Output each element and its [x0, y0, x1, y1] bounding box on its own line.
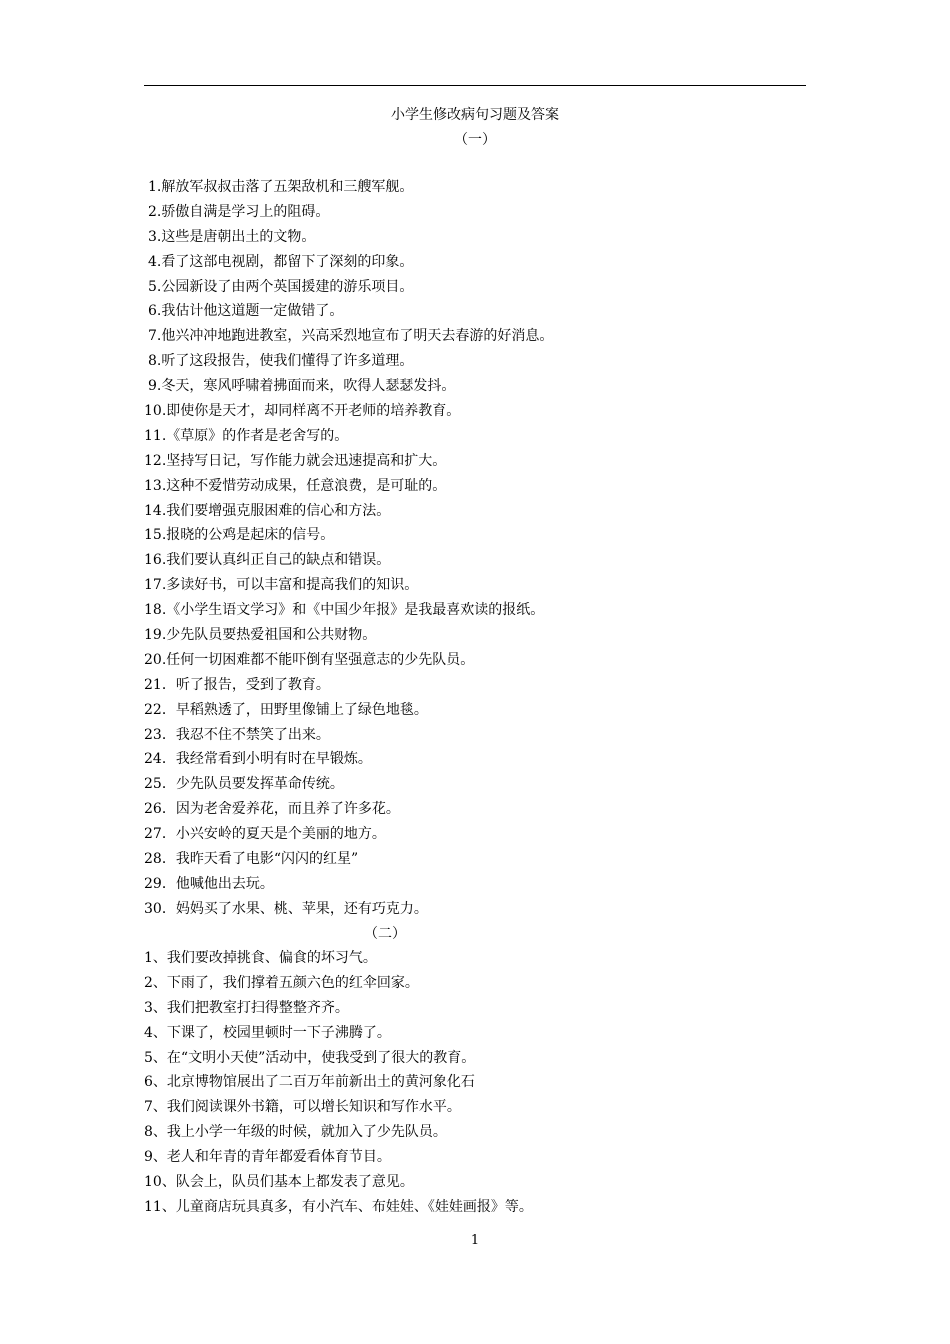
exercise-item: 15.报晓的公鸡是起床的信号。 [144, 527, 335, 544]
exercise-item: 2.骄傲自满是学习上的阻碍。 [148, 203, 330, 220]
exercise-item: 4.看了这部电视剧，都留下了深刻的印象。 [148, 253, 414, 270]
exercise-item: 13.这种不爱惜劳动成果，任意浪费，是可耻的。 [144, 477, 447, 494]
exercise-item: 23．我忍不住不禁笑了出来。 [144, 726, 330, 743]
exercise-item: 6.我估计他这道题一定做错了。 [148, 303, 344, 320]
exercise-item: 17.多读好书，可以丰富和提高我们的知识。 [144, 577, 419, 594]
header-rule [144, 85, 806, 86]
exercise-item: 25．少先队员要发挥革命传统。 [144, 776, 344, 793]
exercise-item: 28．我昨天看了电影“闪闪的红星” [144, 851, 359, 868]
exercise-item: 6、北京博物馆展出了二百万年前新出土的黄河象化石 [144, 1074, 475, 1091]
exercise-item: 14.我们要增强克服困难的信心和方法。 [144, 502, 391, 519]
exercise-item: 19.少先队员要热爱祖国和公共财物。 [144, 627, 377, 644]
section-one-label: （一） [454, 132, 496, 148]
exercise-item: 27．小兴安岭的夏天是个美丽的地方。 [144, 826, 386, 843]
exercise-item: 1、我们要改掉挑食、偏食的坏习气。 [144, 950, 377, 966]
exercise-item: 3、我们把教室打扫得整整齐齐。 [144, 999, 349, 1016]
exercise-item: 11、儿童商店玩具真多，有小汽车、布娃娃、《娃娃画报》等。 [144, 1198, 533, 1215]
exercise-item: 29．他喊他出去玩。 [144, 875, 274, 892]
exercise-item: 1.解放军叔叔击落了五架敌机和三艘军舰。 [148, 179, 414, 195]
exercise-item: 9、老人和年青的青年都爱看体育节目。 [144, 1149, 391, 1166]
exercise-item: 30．妈妈买了水果、桃、苹果，还有巧克力。 [144, 900, 428, 917]
exercise-item: 7、我们阅读课外书籍，可以增长知识和写作水平。 [144, 1099, 461, 1116]
section-two-list [144, 946, 806, 1220]
exercise-item: 18.《小学生语文学习》和《中国少年报》是我最喜欢读的报纸。 [144, 602, 545, 619]
exercise-item: 2、下雨了，我们撑着五颜六色的红伞回家。 [144, 974, 419, 991]
exercise-item: 21．听了报告，受到了教育。 [144, 676, 330, 693]
exercise-item: 3.这些是唐朝出土的文物。 [148, 228, 316, 245]
exercise-item: 7.他兴冲冲地跑进教室，兴高采烈地宣布了明天去春游的好消息。 [148, 328, 554, 345]
exercise-item: 10.即使你是天才，却同样离不开老师的培养教育。 [144, 403, 461, 420]
exercise-item: 16.我们要认真纠正自己的缺点和错误。 [144, 552, 391, 569]
document-title: 小学生修改病句习题及答案 [391, 107, 559, 123]
exercise-item: 26．因为老舍爱养花，而且养了许多花。 [144, 801, 400, 818]
section-two-label: （二） [364, 926, 406, 942]
exercise-item: 12.坚持写日记，写作能力就会迅速提高和扩大。 [144, 452, 447, 469]
exercise-item: 5.公园新设了由两个英国援建的游乐项目。 [148, 278, 414, 295]
exercise-item: 5、在“文明小天使”活动中，使我受到了很大的教育。 [144, 1049, 476, 1066]
exercise-item: 24．我经常看到小明有时在早锻炼。 [144, 751, 372, 768]
section-one-list [144, 175, 806, 922]
exercise-item: 4、下课了，校园里顿时一下子沸腾了。 [144, 1024, 391, 1041]
exercise-item: 22．早稻熟透了，田野里像铺上了绿色地毯。 [144, 701, 428, 718]
exercise-item: 10、队会上，队员们基本上都发表了意见。 [144, 1174, 414, 1191]
exercise-item: 20.任何一切困难都不能吓倒有坚强意志的少先队员。 [144, 651, 475, 668]
exercise-item: 9.冬天，寒风呼啸着拂面而来，吹得人瑟瑟发抖。 [148, 378, 456, 395]
exercise-item: 11.《草原》的作者是老舍写的。 [144, 427, 349, 444]
exercise-item: 8.听了这段报告，使我们懂得了许多道理。 [148, 353, 414, 370]
page-number: 1 [470, 1233, 480, 1248]
exercise-item: 8、我上小学一年级的时候，就加入了少先队员。 [144, 1124, 447, 1141]
